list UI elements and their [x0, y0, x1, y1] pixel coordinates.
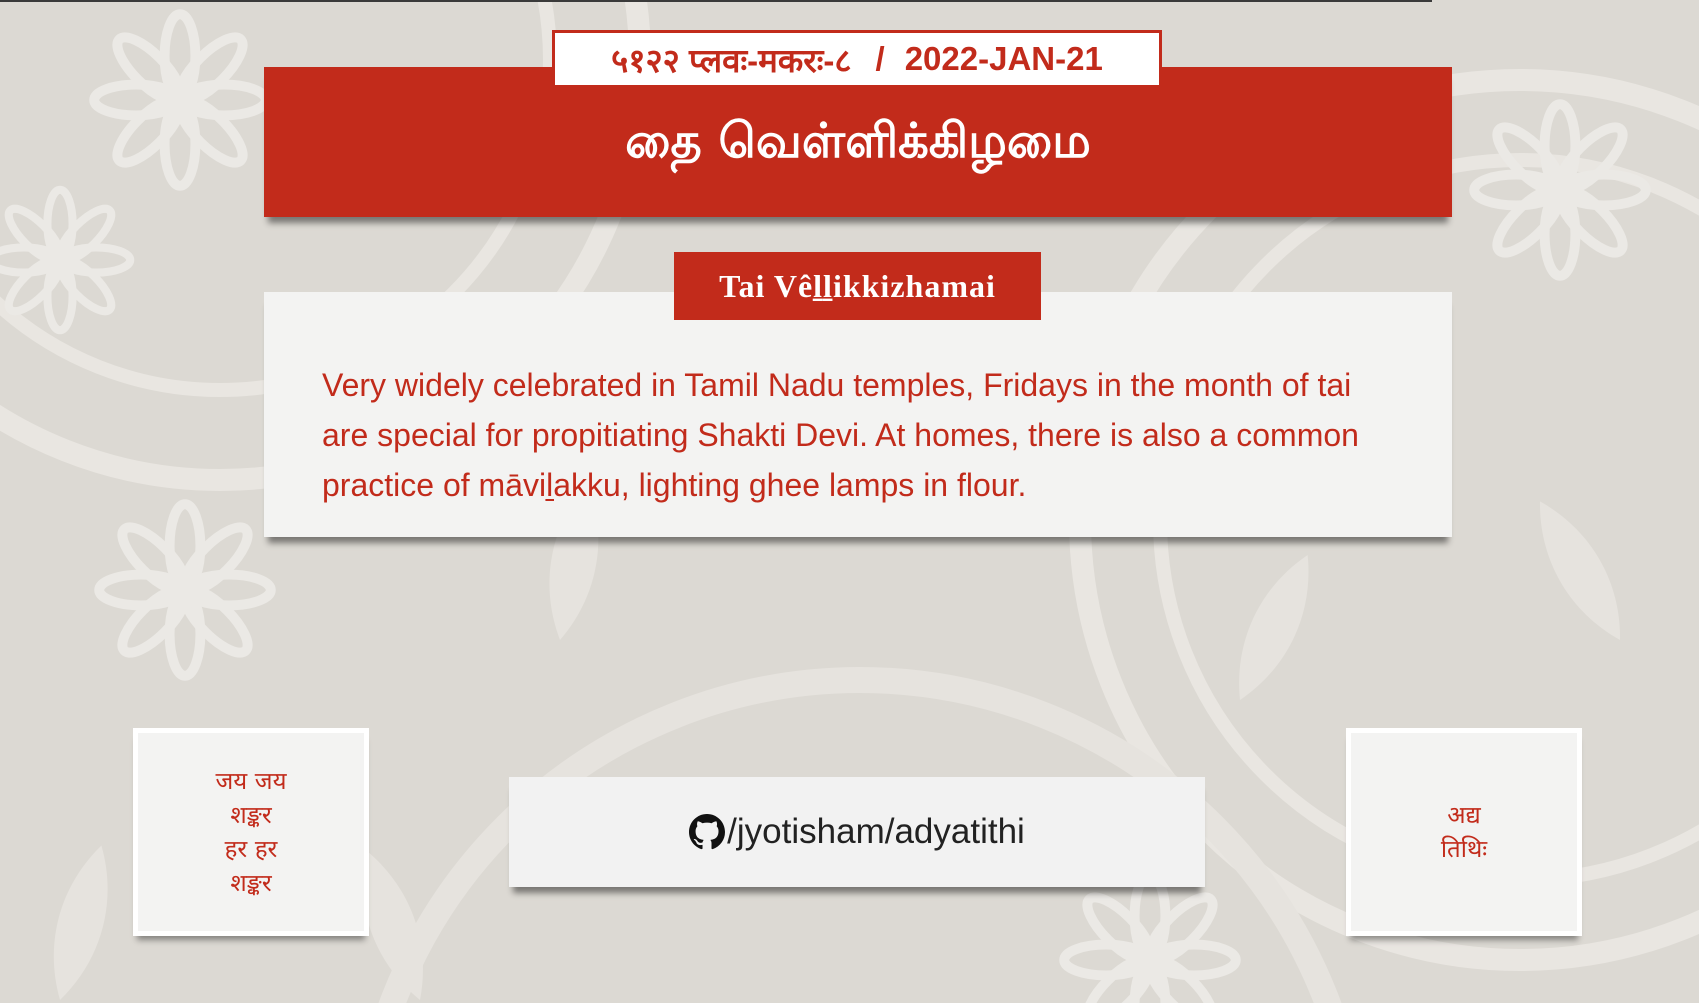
- repo-path: /jyotisham/adyatithi: [727, 812, 1025, 851]
- left-card-line: शङ्कर: [230, 801, 272, 829]
- left-card-line: हर हर: [224, 835, 278, 863]
- left-card-line: जय जय: [215, 767, 287, 795]
- right-card-line: तिथिः: [1440, 835, 1488, 863]
- right-title-card: [1346, 728, 1582, 936]
- github-repo-link[interactable]: [509, 777, 1205, 887]
- github-icon: [689, 814, 725, 850]
- samvat-date: ५१२२ प्लवः-मकरः-८: [611, 41, 852, 79]
- right-card-line: अद्य: [1447, 801, 1481, 829]
- gregorian-date: 2022-JAN-21: [904, 40, 1103, 77]
- date-separator: /: [875, 40, 885, 77]
- top-rule: [0, 0, 1432, 2]
- left-card-line: शङ्कर: [230, 869, 272, 897]
- left-blessing-card: [133, 728, 369, 936]
- description-card: [264, 292, 1452, 537]
- title-banner: [264, 67, 1452, 217]
- festival-description: Very widely celebrated in Tamil Nadu temples, Fridays in the month of tai are special for propitiating Shakti Devi. At homes, there is also a common practice of māviḻakku, lighting ghee lamps in flour.: [322, 367, 1359, 503]
- page-title: தை வெள்ளிக்கிழமை: [625, 113, 1091, 169]
- festival-name-tab: Tai Vêḻḻikkizhamai: [674, 252, 1041, 320]
- date-badge: [552, 30, 1162, 88]
